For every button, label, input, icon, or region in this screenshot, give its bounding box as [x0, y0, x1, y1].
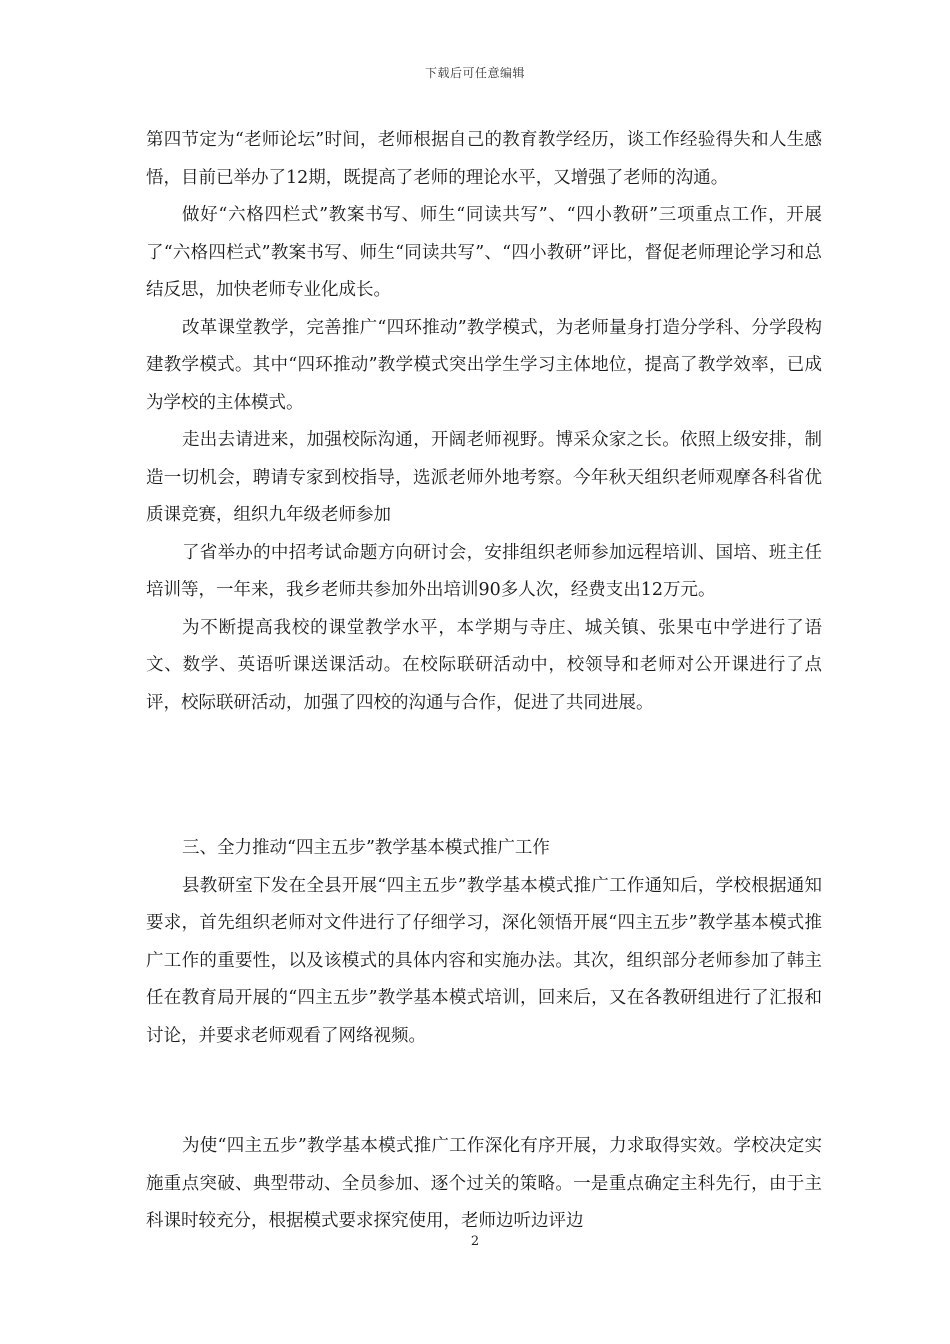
body-block-top: [146, 122, 822, 722]
paragraph: 为使“四主五步”教学基本模式推广工作深化有序开展，力求取得实效。学校决定实施重点突破、典型带动、全员参加、逐个过关的策略。一是重点确定主科先行，由于主科课时较充分，根据模式要求探究使用，老师边听边评边: [146, 1136, 822, 1231]
paragraph: 走出去请进来，加强校际沟通，开阔老师视野。博采众家之长。依照上级安排，制造一切机会，聘请专家到校指导，选派老师外地考察。今年秋天组织老师观摩各科省优质课竞赛，组织九年级老师参加: [146, 430, 822, 525]
page-header: 下载后可任意编辑: [424, 66, 525, 80]
paragraph: 了省举办的中招考试命题方向研讨会，安排组织老师参加远程培训、国培、班主任培训等，一年来，我乡老师共参加外出培训90多人次，经费支出12万元。: [146, 542, 822, 600]
paragraph: 做好“六格四栏式”教案书写、师生“同读共写”、“四小教研”三项重点工作，开展了“六格四栏式”教案书写、师生“同读共写”、“四小教研”评比，督促老师理论学习和总结反思，加快老师专业化成长。: [146, 205, 822, 300]
body-block-section: [146, 830, 822, 1055]
paragraph: 第四节定为“老师论坛”时间，老师根据自己的教育教学经历，谈工作经验得失和人生感悟，目前已举办了12期，既提高了老师的理论水平，又增强了老师的沟通。: [146, 130, 822, 188]
page-number: 2: [470, 1234, 480, 1249]
paragraph: 为不断提高我校的课堂教学水平，本学期与寺庄、城关镇、张果屯中学进行了语文、数学、英语听课送课活动。在校际联研活动中，校领导和老师对公开课进行了点评，校际联研活动，加强了四校的沟通与合作，促进了共同进展。: [146, 617, 822, 713]
paragraph: 改革课堂教学，完善推广“四环推动”教学模式，为老师量身打造分学科、分学段构建教学模式。其中“四环推动”教学模式突出学生学习主体地位，提高了教学效率，已成为学校的主体模式。: [146, 317, 822, 413]
paragraph: 县教研室下发在全县开展“四主五步”教学基本模式推广工作通知后，学校根据通知要求，首先组织老师对文件进行了仔细学习，深化领悟开展“四主五步”教学基本模式推广工作的重要性，以及该模式的具体内容和实施办法。其次，组织部分老师参加了韩主任在教育局开展的“四主五步”教学基本模式培训，回来后，又在各教研组进行了汇报和讨论，并要求老师观看了网络视频。: [146, 875, 822, 1046]
section-heading: 三、全力推动“四主五步”教学基本模式推广工作: [182, 838, 550, 858]
body-block-bottom: [146, 1128, 822, 1241]
